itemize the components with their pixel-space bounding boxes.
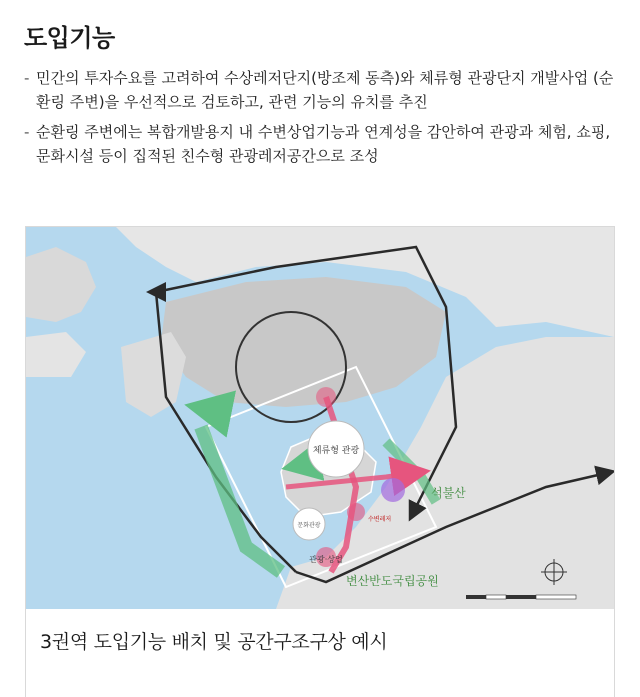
pink-node xyxy=(316,387,336,407)
bullet-text: 순환링 주변에는 복합개발용지 내 수변상업기능과 연계성을 감안하여 관광과 체험, 쇼핑, 문화시설 등이 집적된 친수형 관광레저공간으로 조성 xyxy=(36,123,611,165)
bullet-text: 민간의 투자수요를 고려하여 수상레저단지(방조제 동측)와 체류형 관광단지 개발사업 (순환링 주변)을 우선적으로 검토하고, 관련 기능의 유치를 추진 xyxy=(36,69,614,111)
bullet-item xyxy=(24,66,624,114)
water-leisure-label: 수변레저 xyxy=(368,516,392,523)
page-title: 도입기능 xyxy=(24,24,115,52)
pink-node xyxy=(347,503,365,521)
scale-bar xyxy=(466,595,576,599)
dash-marker: - xyxy=(24,69,30,87)
mountain-label: 석불산 xyxy=(431,486,466,500)
bullet-list xyxy=(24,66,624,174)
concept-map xyxy=(26,227,614,609)
national-park-label: 변산반도국립공원 xyxy=(346,574,439,588)
bullet-item xyxy=(24,120,624,168)
entertainment-label: 문화관광 xyxy=(297,522,321,529)
dash-marker: - xyxy=(24,123,30,141)
purple-node xyxy=(381,478,405,502)
figure-box xyxy=(25,226,615,697)
tourism-commerce-label: 관광·상업 xyxy=(309,555,343,564)
figure-caption: 3권역 도입기능 배치 및 공간구조구상 예시 xyxy=(40,631,388,653)
stay-tourism-label: 체류형 관광 xyxy=(312,446,360,456)
